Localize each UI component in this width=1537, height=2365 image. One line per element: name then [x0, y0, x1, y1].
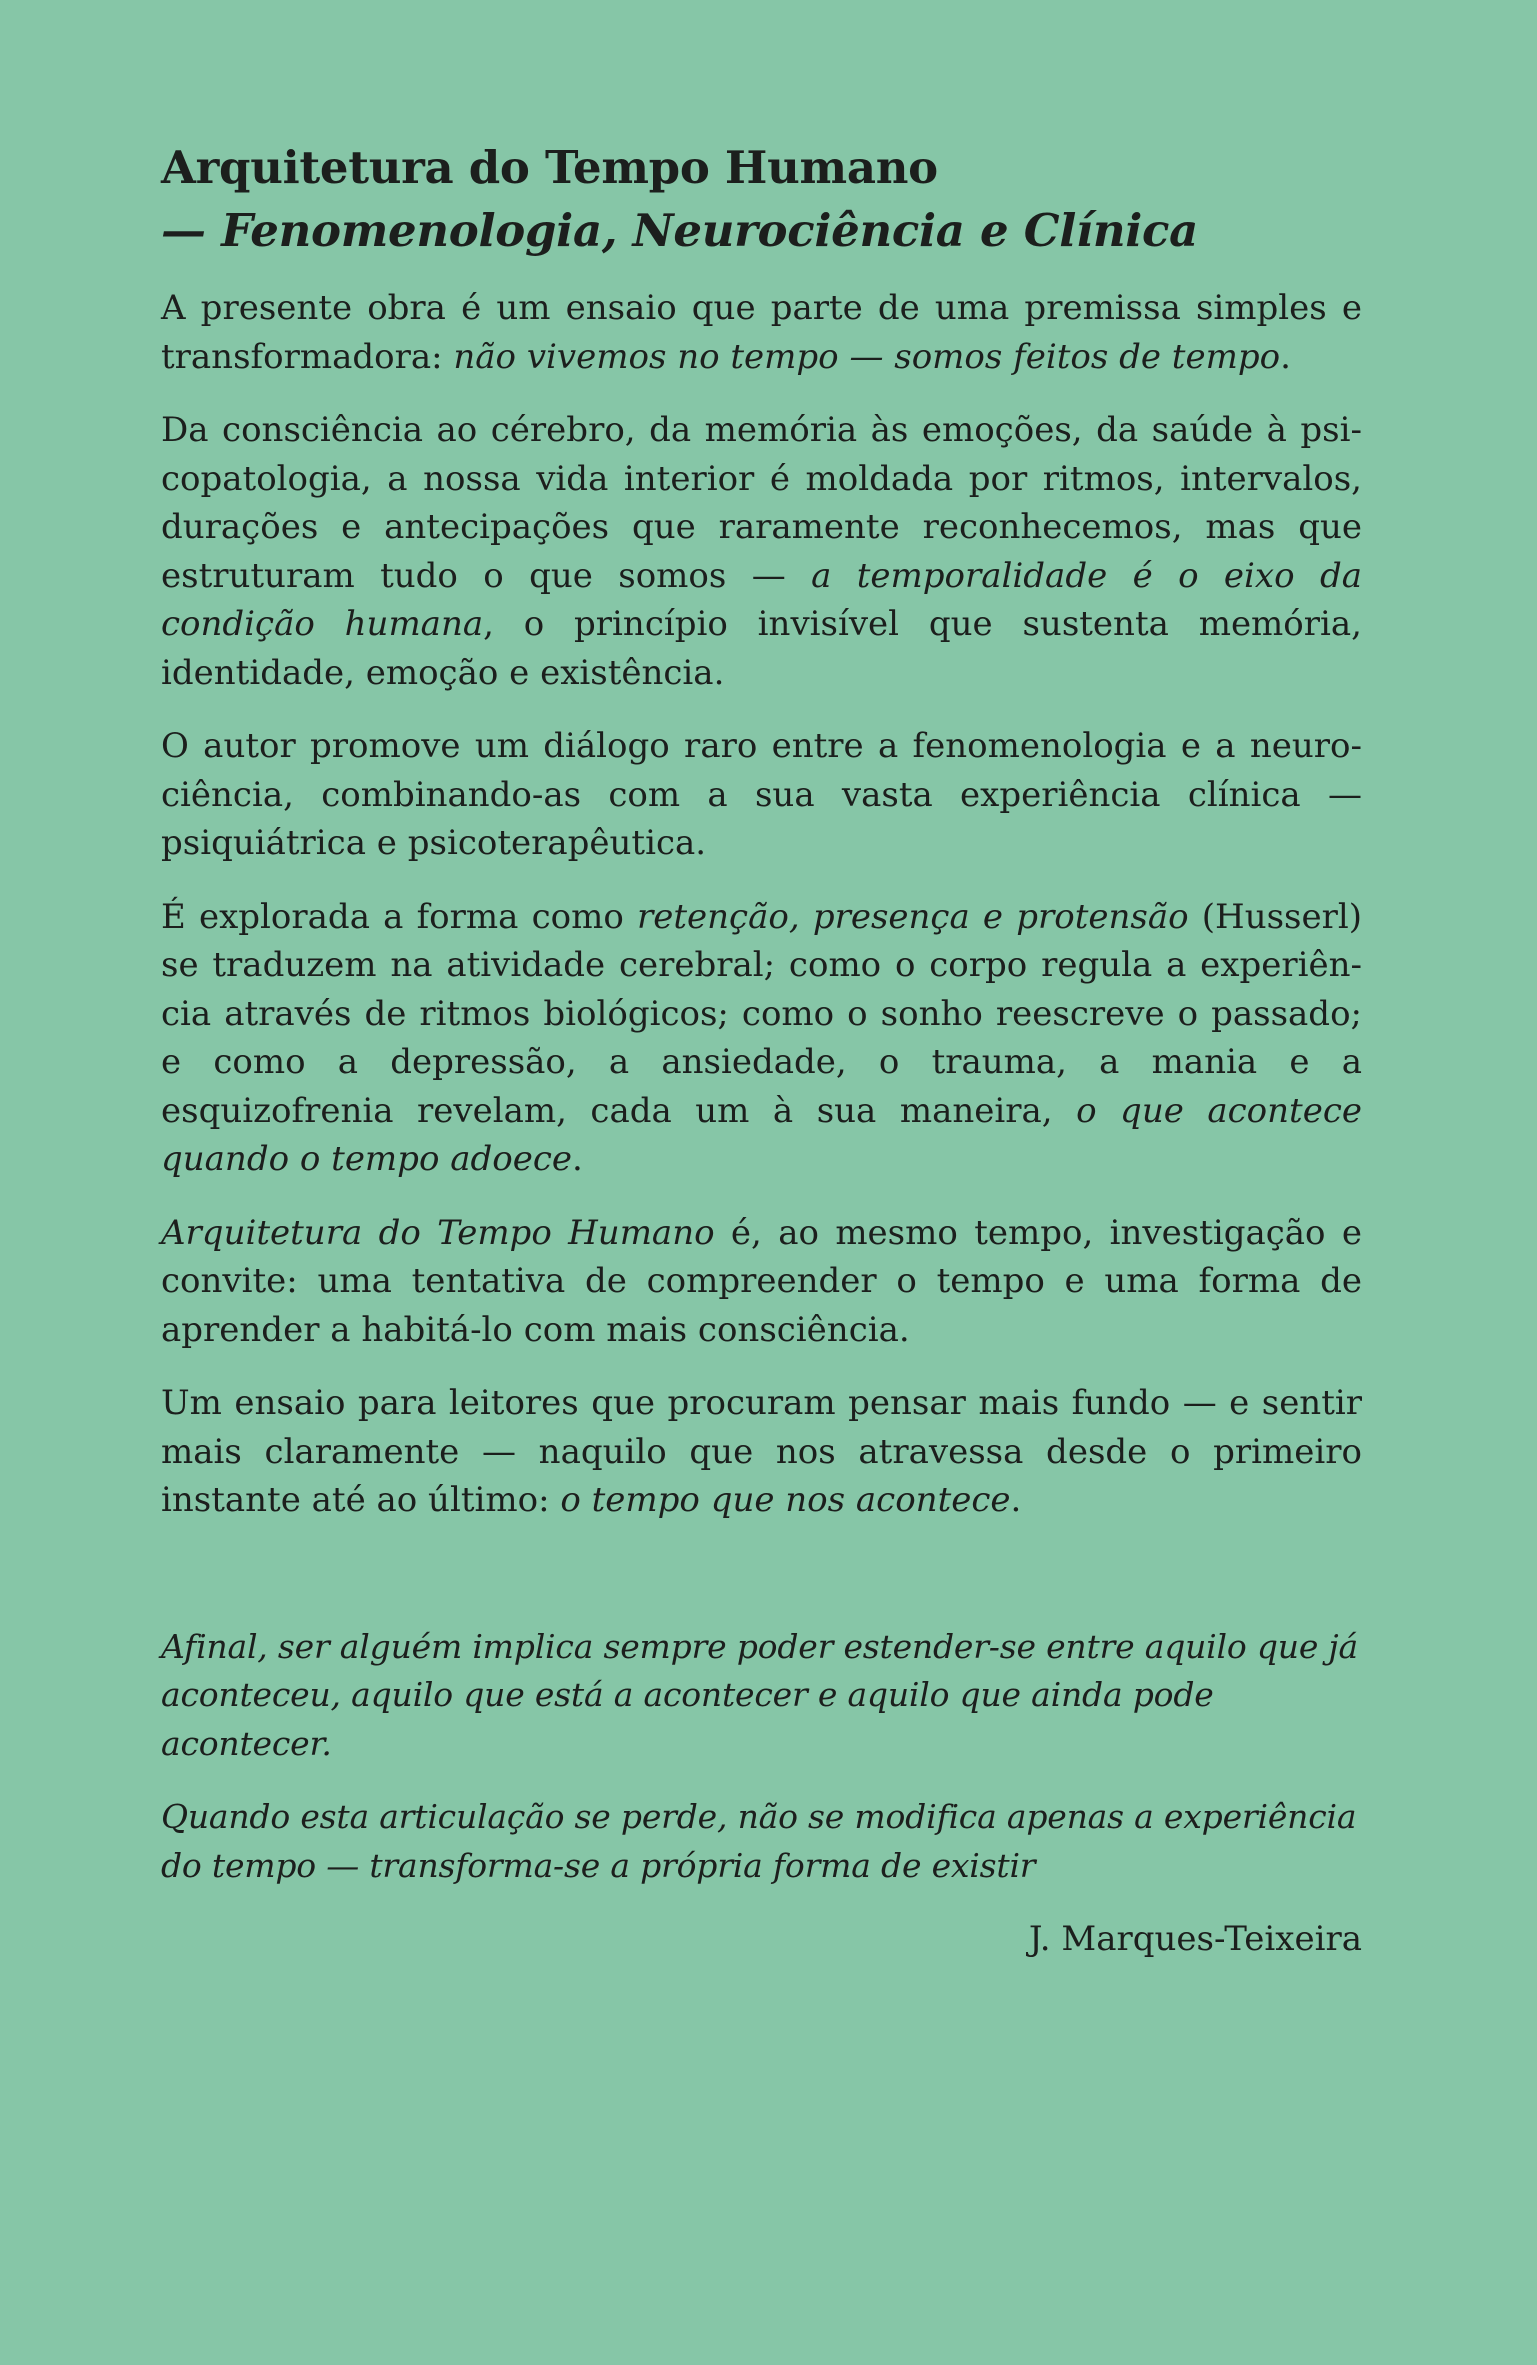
paragraph-3-text: O autor promove um diálogo raro entre a fenomenologia e a neurociência, combinando-as com a sua vasta experiência clínica — psiquiátrica e psicoterapêutica. — [161, 726, 1362, 863]
paragraph-1-text: A presente obra é um ensaio que parte de uma premissa simples e transformadora: — [161, 288, 1362, 377]
paragraph-2-end: , o princípio invisível que sustenta memória, identidade, emoção e existência. — [161, 604, 1362, 693]
paragraph-6-end: . — [1010, 1480, 1022, 1520]
book-title: Arquitetura do Tempo Humano — [161, 141, 938, 194]
paragraph-4-middle: (Husserl) se traduzem na atividade cerebral; como o corpo regula a experiência através de ritmos biológicos; como o sonho reescreve o passado; e como a depressão, a ansiedade, o trauma, a mania e a esquizofrenia revelam, cada um à sua maneira, — [161, 896, 1362, 1131]
paragraph-3 — [161, 722, 1362, 868]
paragraph-2-emphasis: a temporalidade é o eixo da condição humana — [161, 555, 1362, 644]
paragraph-1-emphasis: não vivemos no tempo — somos feitos de tempo — [453, 336, 1281, 377]
paragraph-4-end: . — [572, 1139, 583, 1179]
paragraph-4-text: É explorada a forma como — [161, 896, 637, 937]
paragraph-6-emphasis: o tempo que nos acontece — [560, 1480, 1011, 1520]
quote-2: Quando esta articulação se perde, não se modifica apenas a experiência do tempo — transforma-se a própria forma de existir — [161, 1797, 1357, 1885]
paragraph-2-text: Da consciência ao cérebro, da memória às emoções, da saúde à psicopatologia, a nossa vida interior é moldada por ritmos, intervalos, durações e antecipações que raramente reconhecemos, mas que estruturam tudo o que somos — — [161, 410, 1362, 596]
paragraph-6 — [161, 1379, 1362, 1525]
paragraph-5 — [161, 1209, 1362, 1355]
section-spacer — [161, 1550, 1362, 1623]
quote-1: Afinal, ser alguém implica sempre poder estender-se entre aquilo que já aconteceu, aquilo que está a acontecer e aquilo que ainda pode acontecer. — [161, 1626, 1358, 1763]
book-title-block — [161, 136, 1362, 262]
book-subtitle: — Fenomenologia, Neurociência e Clínica — [161, 204, 1198, 257]
author-signature: J. Marques-Teixeira — [1028, 1919, 1362, 1959]
paragraph-1-end: . — [1280, 336, 1291, 377]
paragraph-1 — [161, 284, 1362, 381]
paragraph-2 — [161, 406, 1362, 697]
paragraph-6-text: Um ensaio para leitores que procuram pensar mais fundo — e sentir mais claramente — naquilo que nos atravessa desde o primeiro instante até ao último: — [161, 1383, 1362, 1520]
paragraph-4-emphasis-2: o que acontece quando o tempo adoece — [161, 1090, 1362, 1179]
paragraph-5-emphasis: Arquitetura do Tempo Humano — [161, 1212, 715, 1253]
paragraph-5-text: é, ao mesmo tempo, investigação e convite: uma tentativa de compreender o tempo e uma forma de aprender a habitá-lo com mais consciência. — [161, 1212, 1362, 1350]
paragraph-4 — [161, 893, 1362, 1184]
paragraph-4-emphasis-1: retenção, presença e protensão — [637, 896, 1189, 937]
